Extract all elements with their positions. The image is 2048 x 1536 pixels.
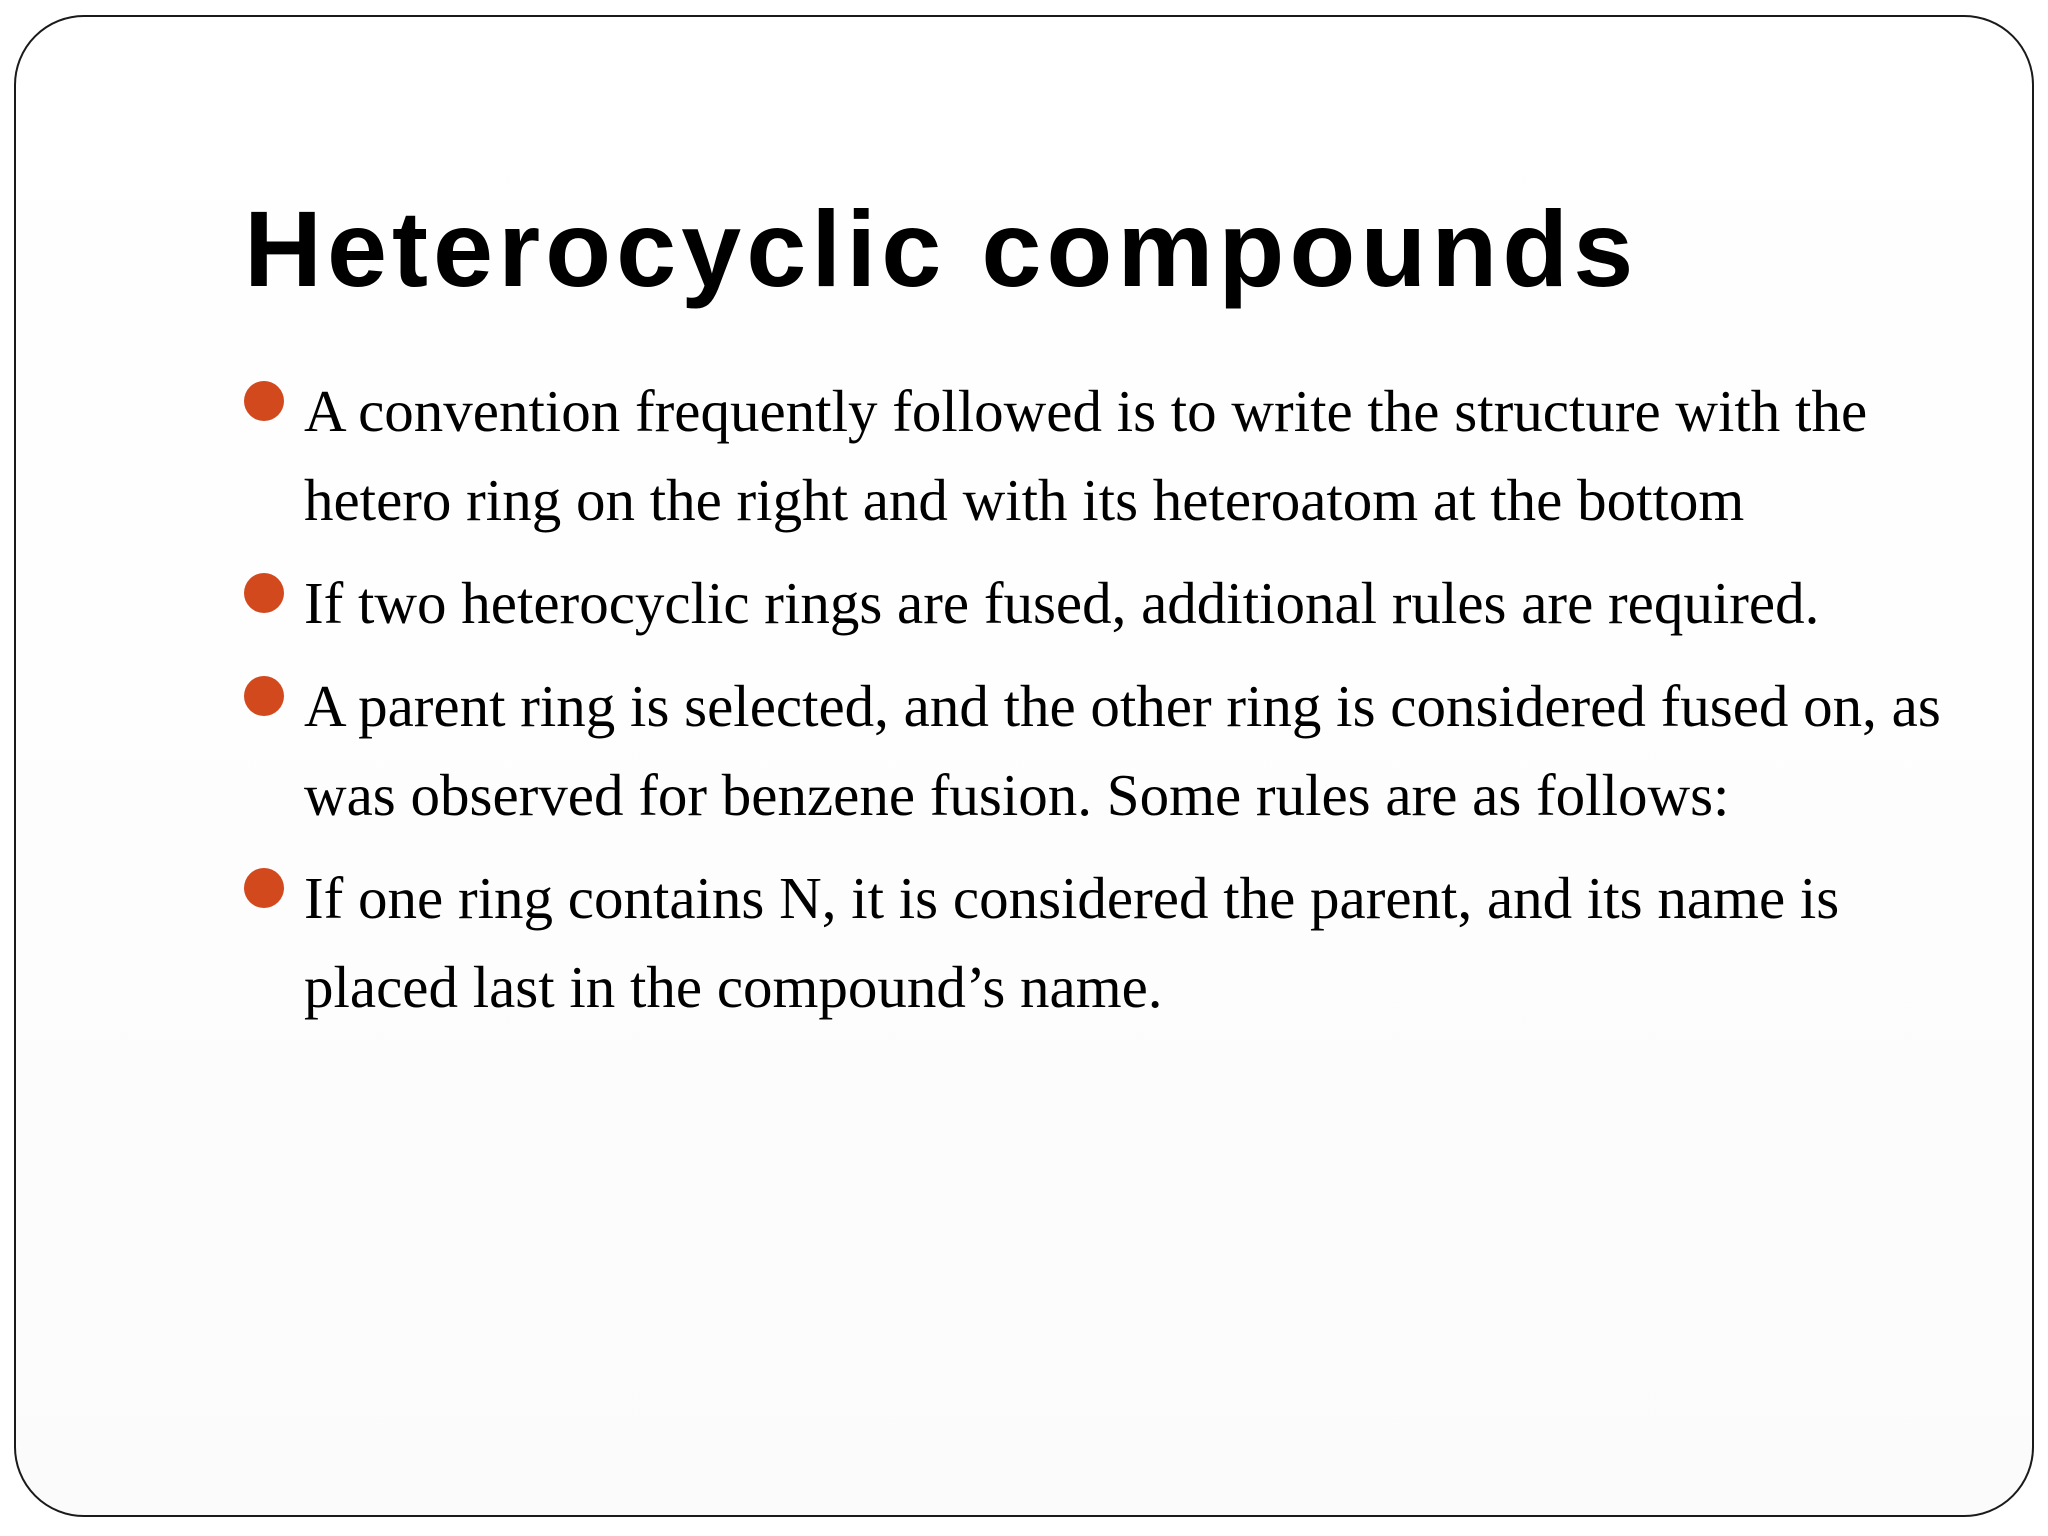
slide-title: Heterocyclic compounds [244,188,1639,309]
bullet-item [244,559,1944,648]
bullet-dot-icon [244,381,284,421]
bullet-item [244,662,1944,840]
bullet-item [244,854,1944,1032]
bullet-text: A parent ring is selected, and the other ring is considered fused on, as was observed for benzene fusion. Some rules are as follows: [304,673,1941,828]
bullet-dot-icon [244,676,284,716]
slide-frame [14,15,2034,1517]
bullet-item [244,367,1944,545]
bullet-text: If one ring contains N, it is considered the parent, and its name is placed last in the compound’s name. [304,865,1840,1020]
bullet-dot-icon [244,868,284,908]
bullet-dot-icon [244,573,284,613]
bullet-text: A convention frequently followed is to write the structure with the hetero ring on the right and with its heteroatom at the bottom [304,378,1868,533]
bullet-text: If two heterocyclic rings are fused, additional rules are required. [304,570,1820,636]
bullet-list [244,367,1944,1046]
